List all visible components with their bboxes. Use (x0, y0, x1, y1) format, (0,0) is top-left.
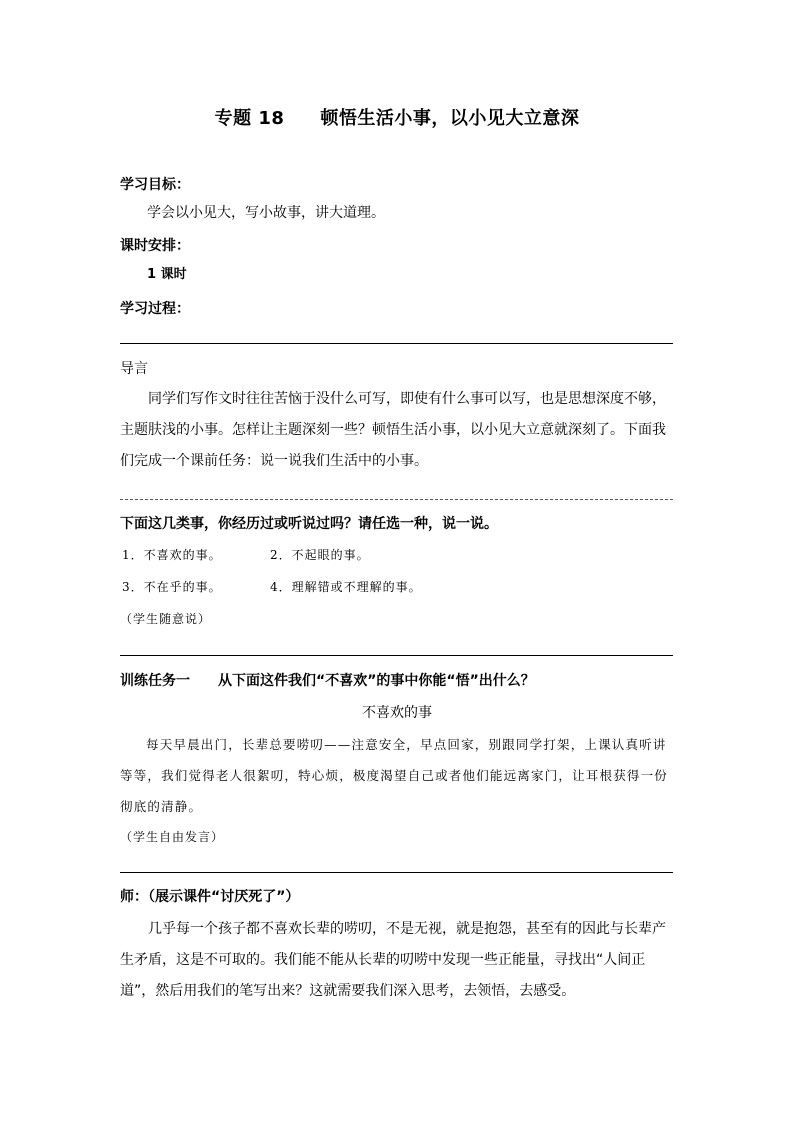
story-paragraph (120, 729, 676, 822)
task1-heading-row (120, 670, 535, 690)
schedule-content: 1 课时 (147, 267, 187, 282)
divider-1 (120, 343, 673, 344)
option-4: 4．理解错或不理解的事。 (270, 580, 422, 594)
option-2: 2．不起眼的事。 (270, 548, 370, 562)
teacher-heading: 师：（展示课件“讨厌死了”） (120, 889, 300, 905)
divider-2 (120, 499, 673, 500)
page-title (0, 104, 794, 130)
question-note: （学生随意说） (120, 612, 212, 626)
story-text: 每天早晨出门，长辈总要唠叨——注意安全，早点回家，别跟同学打架，上课认真听讲等等，我们觉得老人很絮叨，特心烦，极度渴望自己或者他们能远离家门，让耳根获得一份彻底的清静。 (120, 737, 669, 814)
teacher-paragraph-text: 几乎每一个孩子都不喜欢长辈的唠叨，不是无视，就是抱怨，甚至有的因此与长辈产生矛盾，这是不可取的。我们能不能从长辈的叨唠中发现一些正能量，寻找出“人间正道”，然后用我们的笔写出来？这就需要我们深入思考，去领悟，去感受。 (120, 921, 666, 999)
task1-heading: 从下面这件我们“不喜欢”的事中你能“悟”出什么？ (218, 673, 535, 689)
divider-3 (120, 655, 673, 656)
intro-heading: 导言 (120, 361, 148, 377)
teacher-paragraph (120, 914, 676, 1007)
option-3: 3．不在乎的事。 (122, 580, 222, 594)
task1-note: （学生自由发言） (120, 830, 225, 844)
title-number: 专题 18 (214, 108, 285, 129)
option-1: 1．不喜欢的事。 (122, 548, 222, 562)
story-title: 不喜欢的事 (362, 705, 432, 721)
task1-label: 训练任务一 (120, 673, 190, 689)
question-heading: 下面这几类事，你经历过或听说过吗？请任选一种，说一说。 (120, 516, 498, 532)
title-text: 顿悟生活小事，以小见大立意深 (320, 108, 580, 129)
goal-content: 学会以小见大，写小故事，讲大道理。 (147, 205, 385, 221)
process-heading: 学习过程： (120, 301, 190, 317)
goal-heading: 学习目标： (120, 177, 190, 193)
schedule-heading: 课时安排： (120, 238, 190, 254)
intro-paragraph-text: 同学们写作文时往往苦恼于没什么可写，即使有什么事可以写，也是思想深度不够，主题肤浅的小事。怎样让主题深刻一些？顿悟生活小事，以小见大立意就深刻了。下面我们完成一个课前任务：说一说我们生活中的小事。 (120, 391, 666, 469)
divider-4 (120, 872, 673, 873)
intro-paragraph (120, 384, 676, 477)
